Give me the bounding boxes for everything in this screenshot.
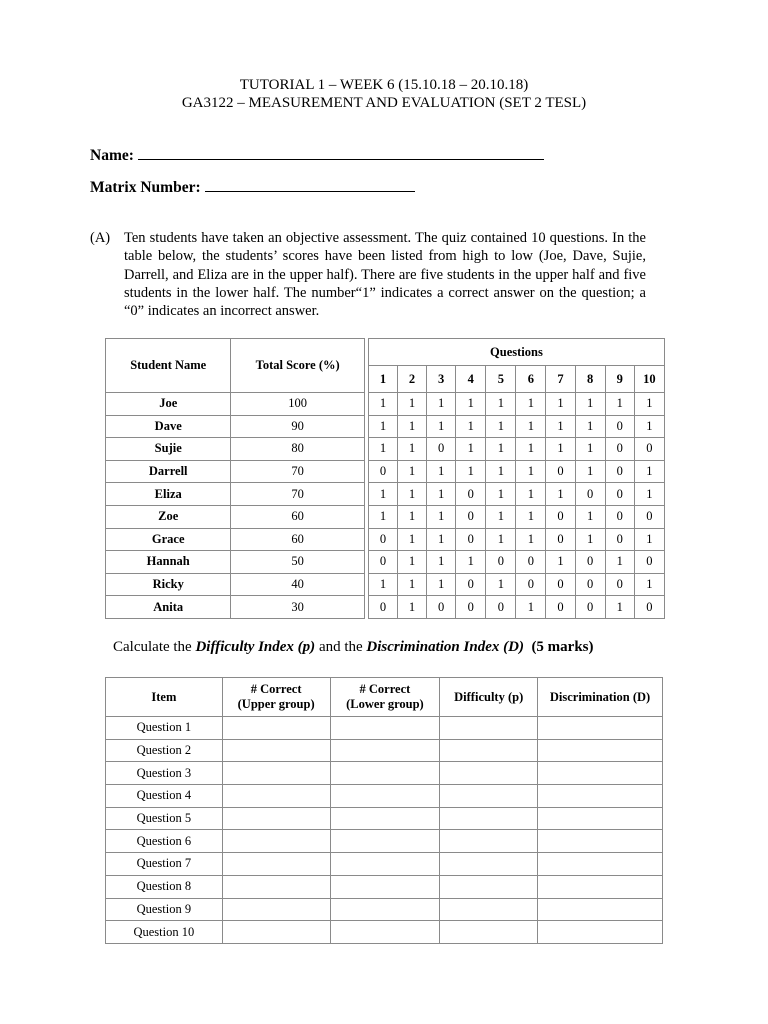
lower-correct-cell[interactable] (330, 807, 440, 830)
lower-correct-cell[interactable] (330, 717, 440, 740)
answer-cell: 0 (575, 551, 605, 574)
lower-correct-cell[interactable] (330, 853, 440, 876)
answer-cell: 0 (456, 596, 486, 619)
discrimination-cell[interactable] (538, 762, 663, 785)
answer-cell: 1 (634, 528, 664, 551)
section-a-text: Ten students have taken an objective assessment. The quiz contained 10 questions. In the table below, the students’ scores have been listed from high to low (Joe, Dave, Sujie, Darrell, and Eliza are in the upper half). There are five students in the upper half and five students in the lower half. The number“1” indicates a correct answer on the question; a “0” indicates an incorrect answer. (124, 230, 646, 320)
upper-correct-cell[interactable] (222, 807, 330, 830)
section-a-paragraph (90, 229, 646, 320)
answer-cell: 1 (368, 483, 397, 506)
marks-label: (5 marks) (531, 639, 594, 655)
student-name: Eliza (106, 483, 231, 506)
answer-cell: 1 (427, 415, 456, 438)
table-row (106, 415, 665, 438)
answer-cell: 1 (516, 415, 546, 438)
scores-body (106, 393, 665, 619)
document-header (0, 76, 768, 112)
answer-cell: 1 (368, 438, 397, 461)
answer-cell: 1 (516, 438, 546, 461)
difficulty-cell[interactable] (440, 921, 538, 944)
answer-cell: 0 (368, 460, 397, 483)
table-row (106, 739, 663, 762)
answer-cell: 1 (516, 393, 546, 416)
item-label: Question 4 (106, 785, 223, 808)
answer-cell: 1 (575, 505, 605, 528)
question-number-3: 3 (427, 366, 456, 393)
answer-cell: 1 (486, 505, 516, 528)
total-score: 60 (231, 505, 364, 528)
answer-cell: 0 (634, 596, 664, 619)
table-row (106, 921, 663, 944)
upper-correct-cell[interactable] (222, 717, 330, 740)
table-row (106, 807, 663, 830)
header-lower-group: # Correct (Lower group) (330, 678, 440, 717)
header-item: Item (106, 678, 223, 717)
answer-cell: 1 (486, 438, 516, 461)
answer-cell: 0 (546, 460, 575, 483)
answer-cell: 0 (516, 551, 546, 574)
answer-cell: 0 (427, 438, 456, 461)
item-label: Question 10 (106, 921, 223, 944)
table-row (106, 551, 665, 574)
table-row (106, 875, 663, 898)
answer-cell: 1 (546, 551, 575, 574)
table-row (106, 898, 663, 921)
answer-cell: 1 (546, 393, 575, 416)
lower-correct-cell[interactable] (330, 762, 440, 785)
name-label: Name: (90, 147, 134, 164)
difficulty-cell[interactable] (440, 830, 538, 853)
answer-cell: 1 (398, 573, 427, 596)
answer-cell: 0 (368, 596, 397, 619)
answer-cell: 0 (456, 573, 486, 596)
header-upper-group: # Correct (Upper group) (222, 678, 330, 717)
answer-cell: 0 (368, 551, 397, 574)
answer-cell: 0 (456, 505, 486, 528)
answer-cell: 1 (398, 460, 427, 483)
answer-cell: 1 (575, 415, 605, 438)
total-score: 50 (231, 551, 364, 574)
answer-cell: 0 (605, 415, 634, 438)
matrix-number-field (90, 177, 415, 197)
answer-cell: 0 (634, 551, 664, 574)
answer-cell: 1 (398, 438, 427, 461)
header-total-score: Total Score (%) (231, 339, 364, 393)
answer-cell: 0 (605, 528, 634, 551)
item-label: Question 5 (106, 807, 223, 830)
student-name: Darrell (106, 460, 231, 483)
answer-cell: 1 (605, 393, 634, 416)
table-row (106, 596, 665, 619)
table-row (106, 573, 665, 596)
question-number-1: 1 (368, 366, 397, 393)
instruction-mid: and the (315, 639, 367, 655)
table-row (106, 460, 665, 483)
answer-cell: 1 (516, 460, 546, 483)
answer-cell: 1 (368, 505, 397, 528)
upper-correct-cell[interactable] (222, 785, 330, 808)
difficulty-cell[interactable] (440, 739, 538, 762)
upper-correct-cell[interactable] (222, 762, 330, 785)
lower-correct-cell[interactable] (330, 921, 440, 944)
table-row (106, 717, 663, 740)
scores-table (105, 338, 665, 619)
upper-correct-cell[interactable] (222, 853, 330, 876)
table-row (106, 505, 665, 528)
answer-cell: 0 (575, 483, 605, 506)
upper-correct-cell[interactable] (222, 898, 330, 921)
answer-cell: 1 (398, 483, 427, 506)
answer-cell: 1 (634, 483, 664, 506)
answer-cell: 0 (546, 573, 575, 596)
item-label: Question 2 (106, 739, 223, 762)
answer-cell: 0 (546, 596, 575, 619)
answer-cell: 0 (605, 573, 634, 596)
table-row (106, 528, 665, 551)
answer-cell: 1 (398, 596, 427, 619)
answer-cell: 1 (427, 528, 456, 551)
header-questions: Questions (368, 339, 664, 366)
upper-correct-cell[interactable] (222, 875, 330, 898)
student-name: Joe (106, 393, 231, 416)
answer-cell: 1 (456, 551, 486, 574)
student-name: Zoe (106, 505, 231, 528)
answer-cell: 0 (368, 528, 397, 551)
difficulty-index-term: Difficulty Index (p) (195, 639, 316, 655)
item-label: Question 1 (106, 717, 223, 740)
answer-cell: 1 (427, 460, 456, 483)
total-score: 30 (231, 596, 364, 619)
answer-cell: 1 (486, 415, 516, 438)
question-number-9: 9 (605, 366, 634, 393)
answer-cell: 1 (634, 460, 664, 483)
answer-cell: 0 (605, 505, 634, 528)
answer-cell: 1 (575, 528, 605, 551)
table-row (106, 830, 663, 853)
discrimination-cell[interactable] (538, 830, 663, 853)
name-field (90, 145, 544, 165)
student-name: Ricky (106, 573, 231, 596)
answer-cell: 1 (486, 393, 516, 416)
answer-cell: 0 (456, 528, 486, 551)
answer-cell: 0 (516, 573, 546, 596)
answer-cell: 1 (427, 483, 456, 506)
answer-cell: 0 (546, 528, 575, 551)
answer-cell: 1 (456, 460, 486, 483)
answer-cell: 1 (398, 415, 427, 438)
answer-cell: 0 (605, 460, 634, 483)
answer-cell: 1 (634, 393, 664, 416)
lower-correct-cell[interactable] (330, 830, 440, 853)
answer-cell: 0 (546, 505, 575, 528)
difficulty-cell[interactable] (440, 807, 538, 830)
answer-cell: 1 (516, 528, 546, 551)
answer-cell: 1 (486, 460, 516, 483)
upper-correct-cell[interactable] (222, 921, 330, 944)
total-score: 100 (231, 393, 364, 416)
answer-cell: 0 (456, 483, 486, 506)
answer-cell: 0 (486, 596, 516, 619)
answer-cell: 0 (486, 551, 516, 574)
difficulty-cell[interactable] (440, 853, 538, 876)
item-label: Question 6 (106, 830, 223, 853)
answer-cell: 1 (516, 596, 546, 619)
answer-cell: 0 (427, 596, 456, 619)
upper-correct-cell[interactable] (222, 739, 330, 762)
table-row (106, 853, 663, 876)
answer-cell: 1 (427, 505, 456, 528)
answer-cell: 1 (368, 573, 397, 596)
difficulty-cell[interactable] (440, 898, 538, 921)
instruction (113, 639, 594, 656)
answer-cell: 0 (605, 438, 634, 461)
student-name: Hannah (106, 551, 231, 574)
question-number-8: 8 (575, 366, 605, 393)
answer-cell: 0 (605, 483, 634, 506)
answer-cell: 1 (605, 551, 634, 574)
answer-body (106, 717, 663, 944)
answer-cell: 1 (456, 415, 486, 438)
answer-cell: 1 (486, 573, 516, 596)
answer-cell: 1 (456, 438, 486, 461)
question-number-2: 2 (398, 366, 427, 393)
question-number-6: 6 (516, 366, 546, 393)
item-label: Question 3 (106, 762, 223, 785)
item-label: Question 9 (106, 898, 223, 921)
total-score: 70 (231, 483, 364, 506)
header-student-name: Student Name (106, 339, 231, 393)
answer-cell: 1 (634, 415, 664, 438)
discrimination-cell[interactable] (538, 898, 663, 921)
lower-correct-cell[interactable] (330, 739, 440, 762)
section-a-label: (A) (90, 230, 111, 246)
answer-cell: 0 (634, 505, 664, 528)
answer-cell: 0 (575, 573, 605, 596)
item-label: Question 7 (106, 853, 223, 876)
discrimination-cell[interactable] (538, 717, 663, 740)
difficulty-cell[interactable] (440, 875, 538, 898)
discrimination-index-term: Discrimination Index (D) (366, 639, 524, 655)
total-score: 60 (231, 528, 364, 551)
question-number-10: 10 (634, 366, 664, 393)
answer-cell: 1 (516, 505, 546, 528)
item-label: Question 8 (106, 875, 223, 898)
total-score: 80 (231, 438, 364, 461)
answer-cell: 1 (546, 483, 575, 506)
answer-cell: 0 (634, 438, 664, 461)
header-difficulty: Difficulty (p) (440, 678, 538, 717)
total-score: 40 (231, 573, 364, 596)
question-number-7: 7 (546, 366, 575, 393)
answer-table (105, 677, 663, 944)
table-row (106, 393, 665, 416)
difficulty-cell[interactable] (440, 785, 538, 808)
difficulty-cell[interactable] (440, 717, 538, 740)
upper-correct-cell[interactable] (222, 830, 330, 853)
answer-cell: 1 (368, 415, 397, 438)
answer-cell: 1 (456, 393, 486, 416)
discrimination-cell[interactable] (538, 921, 663, 944)
header-line-2: GA3122 – MEASUREMENT AND EVALUATION (SET 2 TESL) (181, 95, 587, 111)
header-line-1: TUTORIAL 1 – WEEK 6 (15.10.18 – 20.10.18) (239, 77, 529, 93)
table-row (106, 483, 665, 506)
lower-correct-cell[interactable] (330, 875, 440, 898)
answer-cell: 1 (546, 415, 575, 438)
student-name: Anita (106, 596, 231, 619)
instruction-pre: Calculate the (113, 639, 196, 655)
answer-cell: 1 (605, 596, 634, 619)
answer-cell: 1 (546, 438, 575, 461)
answer-cell: 1 (516, 483, 546, 506)
discrimination-cell[interactable] (538, 807, 663, 830)
student-name: Sujie (106, 438, 231, 461)
answer-cell: 1 (575, 460, 605, 483)
discrimination-cell[interactable] (538, 739, 663, 762)
question-number-4: 4 (456, 366, 486, 393)
discrimination-cell[interactable] (538, 785, 663, 808)
answer-cell: 1 (427, 573, 456, 596)
discrimination-cell[interactable] (538, 875, 663, 898)
difficulty-cell[interactable] (440, 762, 538, 785)
answer-cell: 1 (398, 393, 427, 416)
answer-cell: 1 (398, 551, 427, 574)
student-name: Grace (106, 528, 231, 551)
header-discrimination: Discrimination (D) (538, 678, 663, 717)
answer-cell: 1 (427, 393, 456, 416)
matrix-number-label: Matrix Number: (90, 179, 201, 196)
answer-cell: 1 (575, 393, 605, 416)
answer-cell: 1 (486, 528, 516, 551)
answer-cell: 0 (575, 596, 605, 619)
name-blank-line (138, 145, 544, 160)
student-name: Dave (106, 415, 231, 438)
answer-cell: 1 (398, 505, 427, 528)
answer-cell: 1 (368, 393, 397, 416)
matrix-number-blank-line (205, 177, 415, 192)
table-row (106, 438, 665, 461)
total-score: 70 (231, 460, 364, 483)
answer-cell: 1 (575, 438, 605, 461)
question-number-5: 5 (486, 366, 516, 393)
answer-cell: 1 (634, 573, 664, 596)
answer-cell: 1 (398, 528, 427, 551)
answer-cell: 1 (427, 551, 456, 574)
total-score: 90 (231, 415, 364, 438)
discrimination-cell[interactable] (538, 853, 663, 876)
table-row (106, 785, 663, 808)
table-row (106, 762, 663, 785)
lower-correct-cell[interactable] (330, 785, 440, 808)
lower-correct-cell[interactable] (330, 898, 440, 921)
answer-cell: 1 (486, 483, 516, 506)
